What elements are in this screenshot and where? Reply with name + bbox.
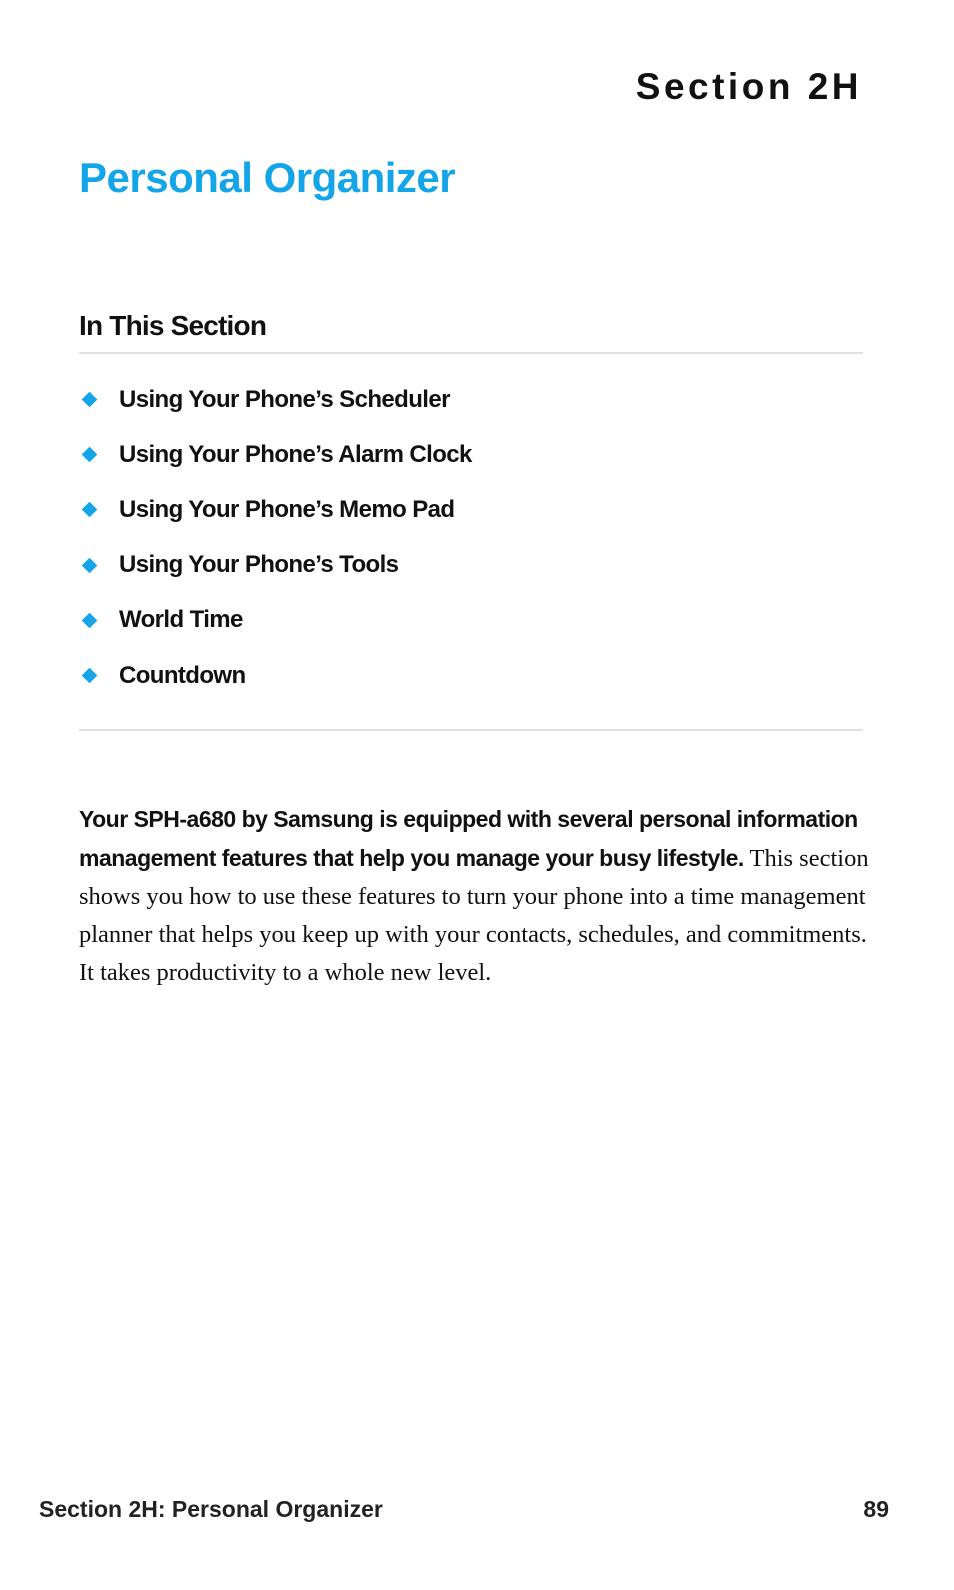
diamond-icon [82, 392, 98, 408]
list-item [79, 648, 863, 703]
list-item [79, 427, 863, 482]
list-item-label: Using Your Phone’s Memo Pad [119, 495, 455, 523]
diamond-icon [82, 557, 98, 573]
in-this-section-box [79, 310, 863, 731]
page-footer [39, 1496, 889, 1523]
diamond-icon [82, 613, 98, 629]
in-this-section-heading: In This Section [79, 310, 863, 354]
diamond-icon [82, 668, 98, 684]
list-item [79, 482, 863, 537]
intro-body-text: This section shows you how to use these features to turn your phone into a time management planner that helps you keep up with your contacts, schedules, and commitments. It takes productivity to a whole new level. [79, 845, 869, 986]
page-title: Personal Organizer [79, 154, 456, 201]
footer-section-title: Section 2H: Personal Organizer [39, 1496, 383, 1522]
section-topics-list [79, 354, 863, 731]
page-number: 89 [863, 1496, 889, 1522]
list-item-label: Using Your Phone’s Scheduler [119, 385, 450, 413]
diamond-icon [82, 502, 98, 518]
list-item-label: Using Your Phone’s Alarm Clock [119, 440, 472, 468]
list-item [79, 538, 863, 593]
intro-paragraph [79, 800, 869, 992]
list-item [79, 593, 863, 648]
list-item-label: Using Your Phone’s Tools [119, 551, 399, 579]
intro-lead-text: Your SPH-a680 by Samsung is equipped with several personal information management features that help you manage your busy lifestyle. [79, 806, 858, 871]
list-item-label: World Time [119, 606, 243, 634]
list-item [79, 372, 863, 427]
diamond-icon [82, 447, 98, 463]
section-label: Section 2H [635, 66, 862, 107]
list-item-label: Countdown [119, 661, 246, 689]
